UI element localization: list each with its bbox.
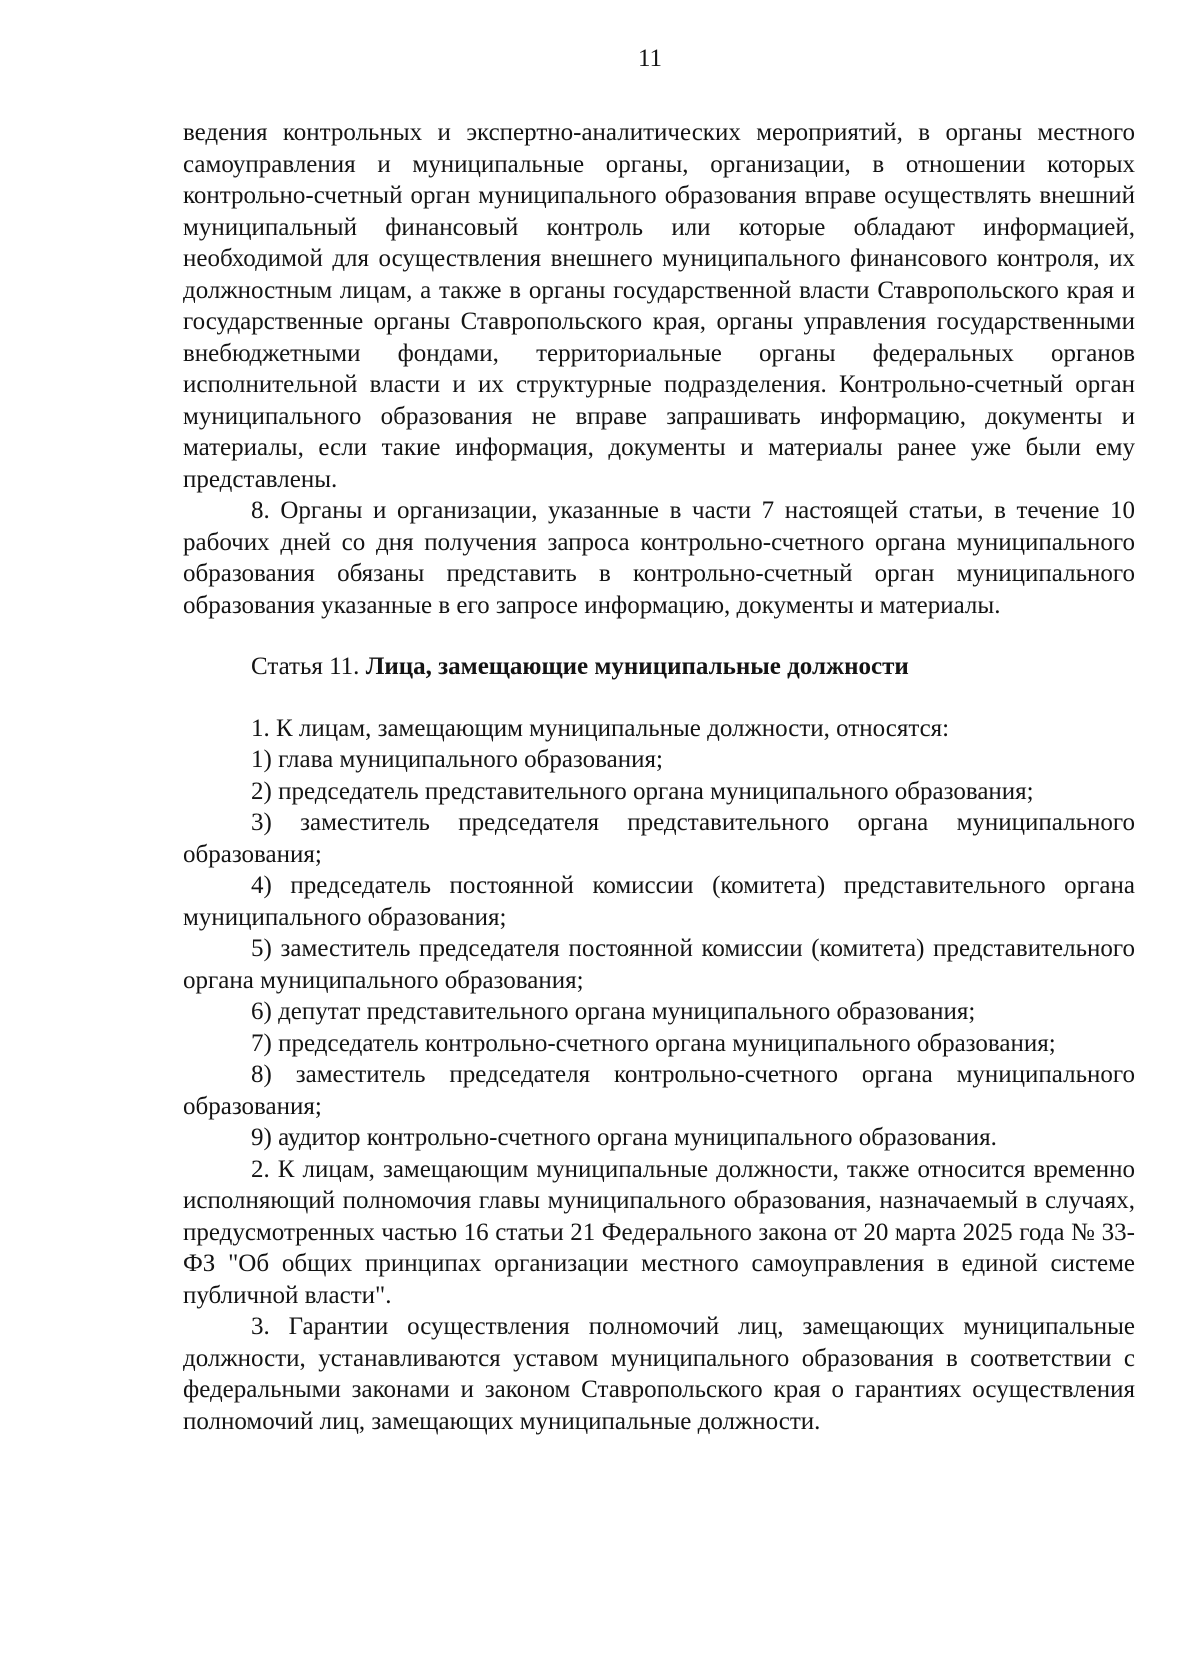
- article-heading: [183, 651, 1135, 683]
- list-item: 3) заместитель председателя представительного органа муниципального образования;: [183, 809, 1135, 868]
- paragraph-part-2: 2. К лицам, замещающим муниципальные должности, также относится временно исполняющий полномочия главы муниципального образования, назначаемый в случаях, предусмотренных частью 16 статьи 21 Федерального закона от 20 марта 2025 года № 33-ФЗ "Об общих принципах организации местного самоуправления в единой системе публичной власти".: [183, 1155, 1135, 1309]
- list-item: 4) председатель постоянной комиссии (комитета) представительного органа муниципального образования;: [183, 872, 1135, 931]
- page-number: 11: [637, 45, 663, 72]
- paragraph-part-1: 1. К лицам, замещающим муниципальные должности, относятся:: [251, 714, 950, 742]
- list-item: 9) аудитор контрольно-счетного органа муниципального образования.: [251, 1124, 997, 1151]
- paragraph-part-8: 8. Органы и организации, указанные в части 7 настоящей статьи, в течение 10 рабочих дней со дня получения запроса контрольно-счетного органа муниципального образования обязаны представить в контрольно-счетный орган муниципального образования указанные в его запросе информацию, документы и материалы.: [183, 497, 1135, 619]
- paragraph-part-3: 3. Гарантии осуществления полномочий лиц, замещающих муниципальные должности, устанавливаются уставом муниципального образования в соответствии с федеральными законами и законом Ставропольского края о гарантиях осуществления полномочий лиц, замещающих муниципальные должности.: [183, 1313, 1135, 1435]
- list-item: 6) депутат представительного органа муниципального образования;: [251, 998, 976, 1025]
- article-prefix: Статья 11.: [251, 653, 366, 680]
- paragraph-continuation: ведения контрольных и экспертно-аналитических мероприятий, в органы местного самоуправления и муниципальные органы, организации, в отношении которых контрольно-счетный орган муниципального образования вправе осуществлять внешний муниципальный финансовый контроль или которые обладают информацией, необходимой для осуществления внешнего муниципального финансового контроля, их должностным лицам, а также в органы государственной власти Ставропольского края и государственные органы Ставропольского края, органы управления государственными внебюджетными фондами, территориальные органы федеральных органов исполнительной власти и их структурные подразделения. Контрольно-счетный орган муниципального образования не вправе запрашивать информацию, документы и материалы, если такие информация, документы и материалы ранее уже были ему представлены.: [183, 119, 1135, 493]
- list-item: 2) председатель представительного органа муниципального образования;: [251, 777, 1034, 805]
- article-title: Лица, замещающие муниципальные должности: [365, 653, 909, 680]
- list-item: 5) заместитель председателя постоянной комиссии (комитета) представительного органа муниципального образования;: [183, 935, 1135, 994]
- document-body: [183, 117, 1135, 1437]
- list-item: 1) глава муниципального образования;: [251, 746, 663, 773]
- list-item: 8) заместитель председателя контрольно-счетного органа муниципального образования;: [183, 1061, 1135, 1120]
- list-item: 7) председатель контрольно-счетного органа муниципального образования;: [251, 1029, 1056, 1057]
